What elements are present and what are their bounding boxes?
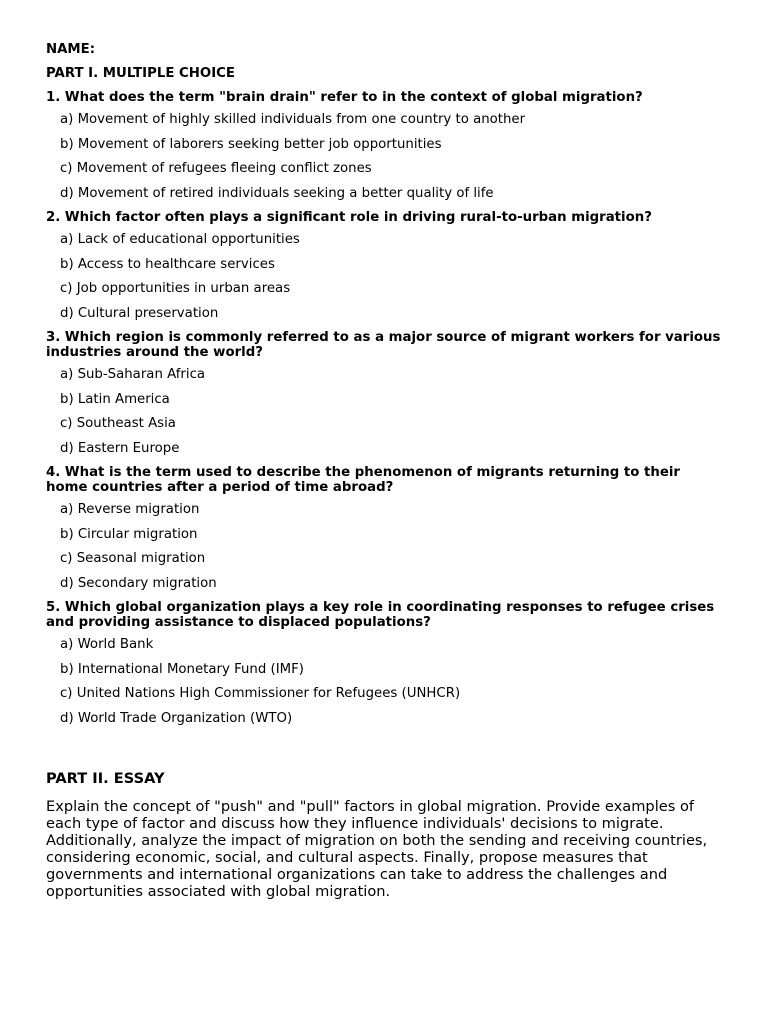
- option-item: c) United Nations High Commissioner for Refugees (UNHCR): [60, 686, 461, 701]
- question-2: [46, 210, 726, 322]
- essay-prompt: Explain the concept of "push" and "pull" factors in global migration. Provide examples of each type of factor and discuss how they influence individuals' decisions to migrate. Additionally, analyze the impact of migration on both the sending and receiving countries, considering economic, social, and cultural aspects. Finally, propose measures that governments and international organizations can take to address the challenges and opportunities associated with global migration.: [46, 798, 708, 900]
- option-item: d) World Trade Organization (WTO): [60, 710, 293, 726]
- option-item: b) Circular migration: [60, 526, 198, 542]
- option-item: b) Movement of laborers seeking better job opportunities: [60, 136, 442, 152]
- question-3: [46, 330, 726, 457]
- option-item: a) Lack of educational opportunities: [60, 232, 300, 247]
- option-list: [46, 367, 726, 457]
- part2-title: PART II. ESSAY: [46, 770, 165, 787]
- question-text: 5. Which global organization plays a key role in coordinating responses to refugee crises and providing assistance to displaced populations?: [46, 600, 715, 630]
- worksheet-page: [46, 42, 726, 900]
- question-1: [46, 90, 726, 202]
- question-text: 3. Which region is commonly referred to as a major source of migrant workers for various industries around the world?: [46, 330, 721, 360]
- option-item: d) Eastern Europe: [60, 440, 180, 456]
- option-item: d) Secondary migration: [60, 575, 217, 591]
- option-item: b) International Monetary Fund (IMF): [60, 661, 304, 677]
- name-label: NAME:: [46, 42, 96, 57]
- option-list: [46, 637, 726, 727]
- option-item: a) Sub-Saharan Africa: [60, 367, 206, 382]
- option-item: a) World Bank: [60, 637, 154, 652]
- question-5: [46, 600, 726, 727]
- question-4: [46, 465, 726, 592]
- option-item: c) Seasonal migration: [60, 551, 206, 566]
- option-item: c) Job opportunities in urban areas: [60, 281, 291, 296]
- option-item: d) Movement of retired individuals seeking a better quality of life: [60, 185, 494, 201]
- option-item: b) Access to healthcare services: [60, 256, 275, 272]
- option-item: a) Reverse migration: [60, 502, 200, 517]
- question-text: 2. Which factor often plays a significant role in driving rural-to-urban migration?: [46, 210, 652, 225]
- option-list: [46, 502, 726, 592]
- question-text: 4. What is the term used to describe the phenomenon of migrants returning to their home countries after a period of time abroad?: [46, 465, 680, 495]
- question-text: 1. What does the term "brain drain" refer to in the context of global migration?: [46, 90, 643, 105]
- option-item: a) Movement of highly skilled individuals from one country to another: [60, 112, 526, 127]
- option-list: [46, 232, 726, 322]
- option-item: b) Latin America: [60, 391, 170, 407]
- option-list: [46, 112, 726, 202]
- option-item: d) Cultural preservation: [60, 305, 219, 321]
- option-item: c) Southeast Asia: [60, 416, 176, 431]
- part1-title: PART I. MULTIPLE CHOICE: [46, 66, 236, 81]
- option-item: c) Movement of refugees fleeing conflict zones: [60, 161, 372, 176]
